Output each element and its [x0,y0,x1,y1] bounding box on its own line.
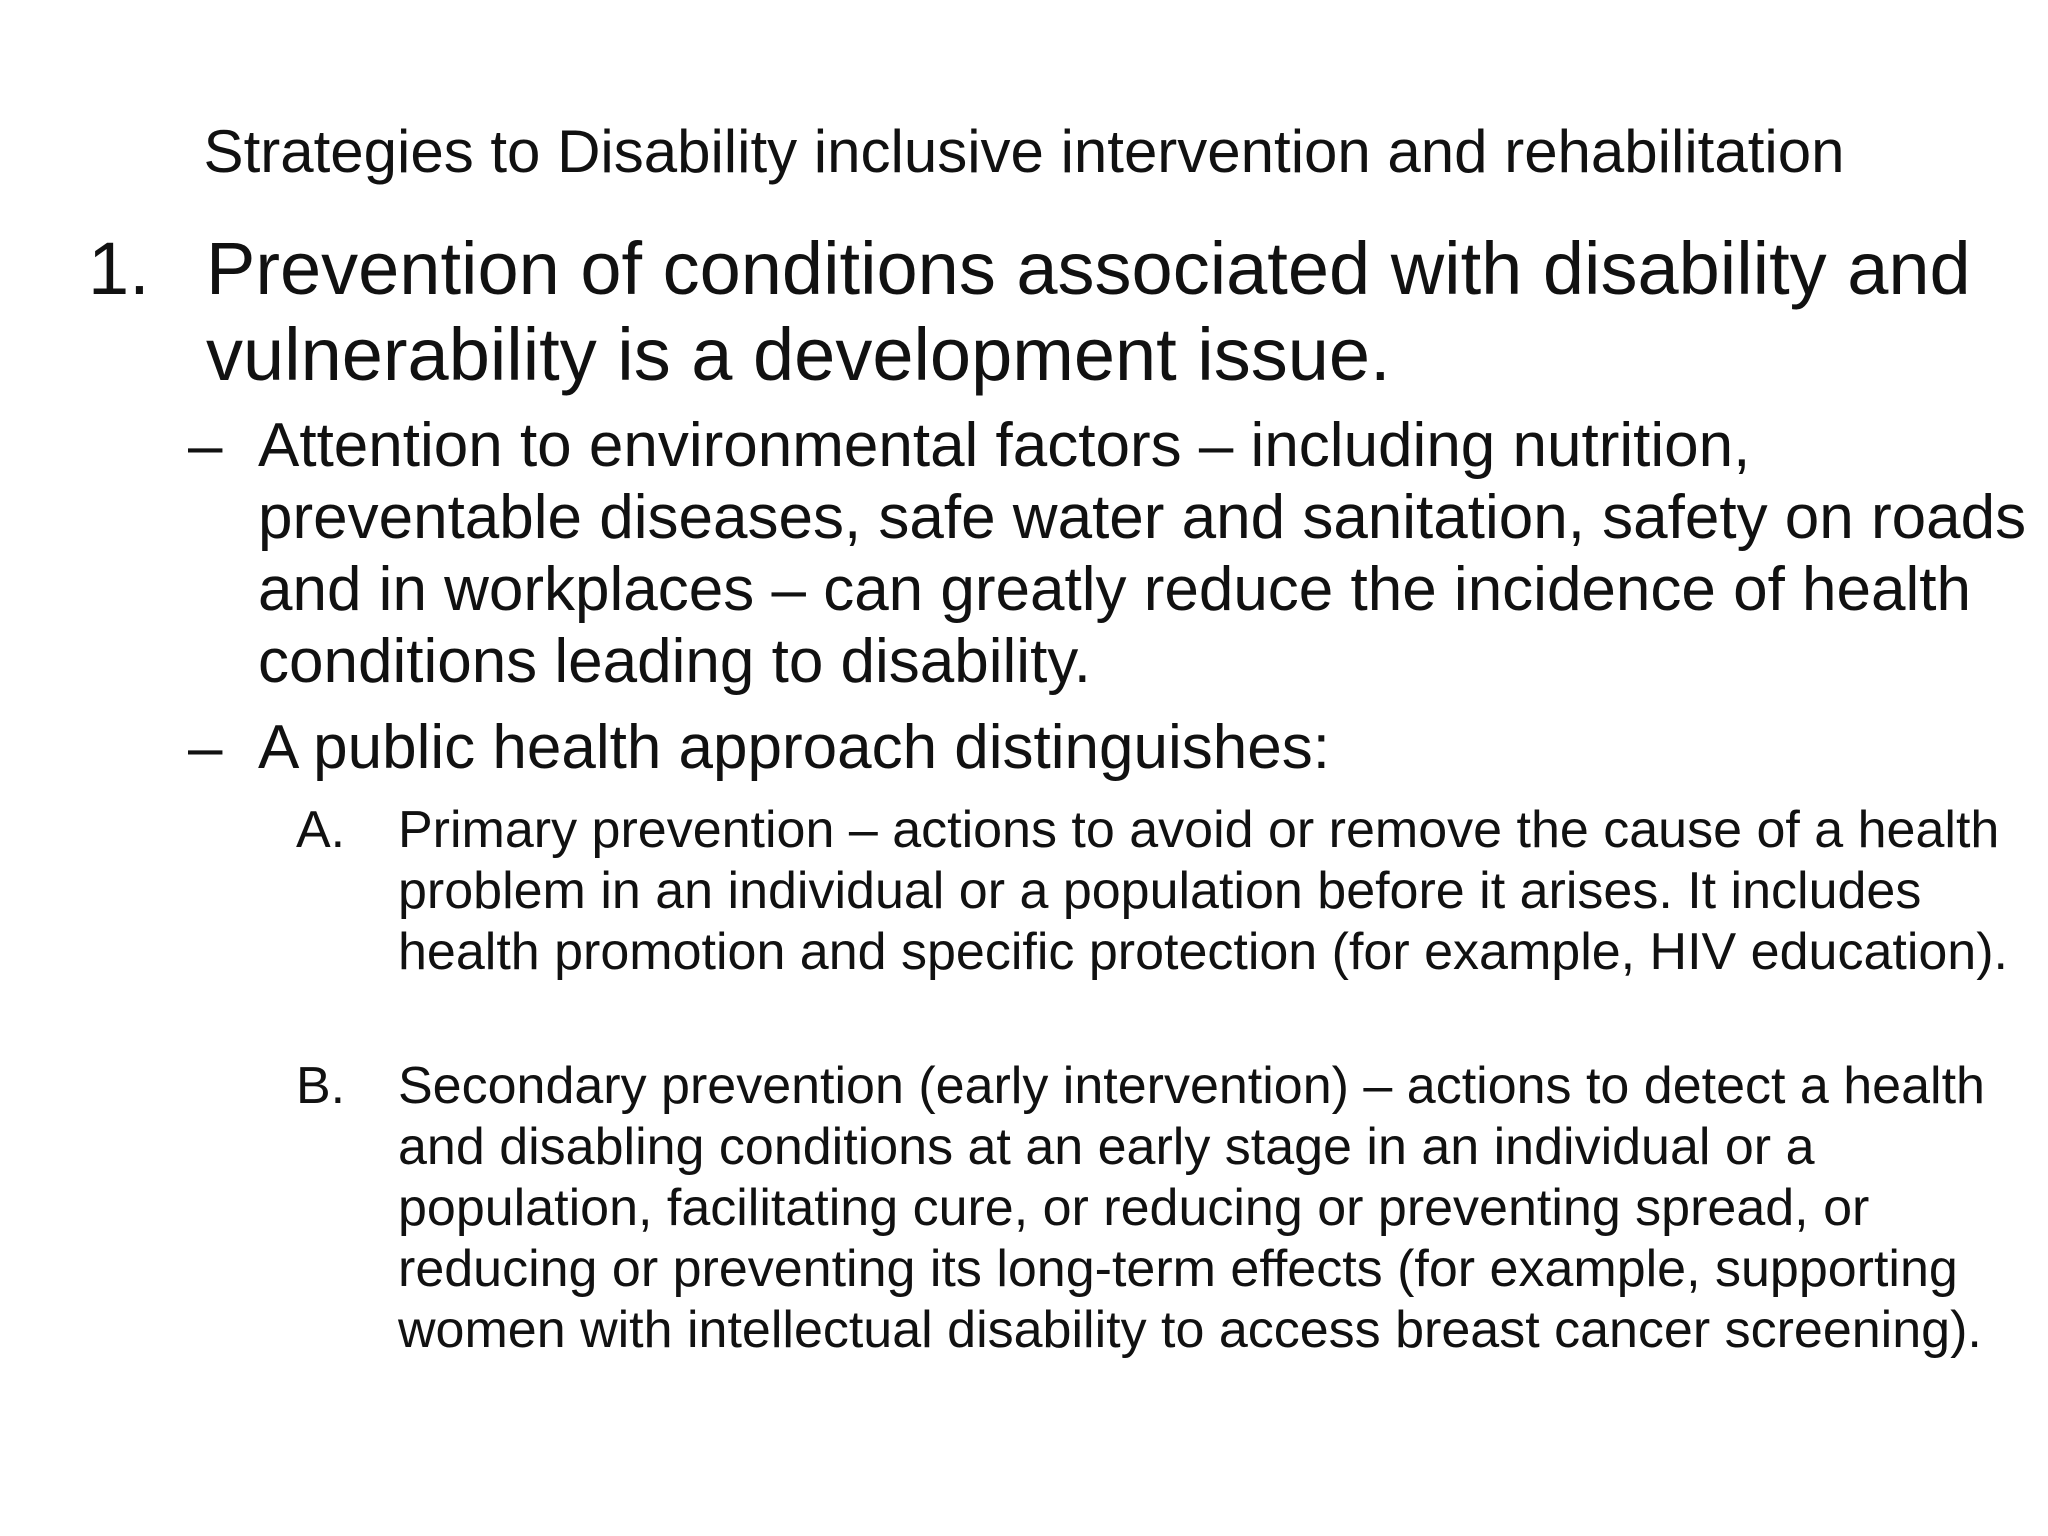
subpoint-text: A public health approach distinguishes: [258,713,1330,782]
item-secondary-prevention [296,1056,2036,1361]
item-letter: A. [296,801,346,859]
subpoint-public-health [188,712,2038,784]
slide-title: Strategies to Disability inclusive intervention and rehabilitation [203,118,1845,185]
item-text: Secondary prevention (early intervention) – actions to detect a health and disabling conditions at an early stage in an individual or a population, facilitating cure, or reducing or preventing spread, or reducing or preventing its long-term effects (for example, supporting women with intellectual disability to access breast cancer screening). [398,1057,1985,1359]
subpoint-dash: – [188,411,223,480]
item-primary-prevention [296,800,2036,983]
subpoint-dash: – [188,713,223,782]
item-letter: B. [296,1057,346,1115]
main-point-text: Prevention of conditions associated with disability and vulnerability is a development issue. [206,227,1971,396]
subpoint-environmental-factors [188,410,2038,698]
subpoint-text: Attention to environmental factors – including nutrition, preventable diseases, safe water and sanitation, safety on roads and in workplaces – can greatly reduce the incidence of health conditions leading to disability. [258,411,2027,696]
item-text: Primary prevention – actions to avoid or remove the cause of a health problem in an individual or a population before it arises. It includes health promotion and specific protection (for example, HIV education). [398,801,2008,981]
main-point-number: 1. [88,227,150,310]
main-point [88,226,2018,398]
